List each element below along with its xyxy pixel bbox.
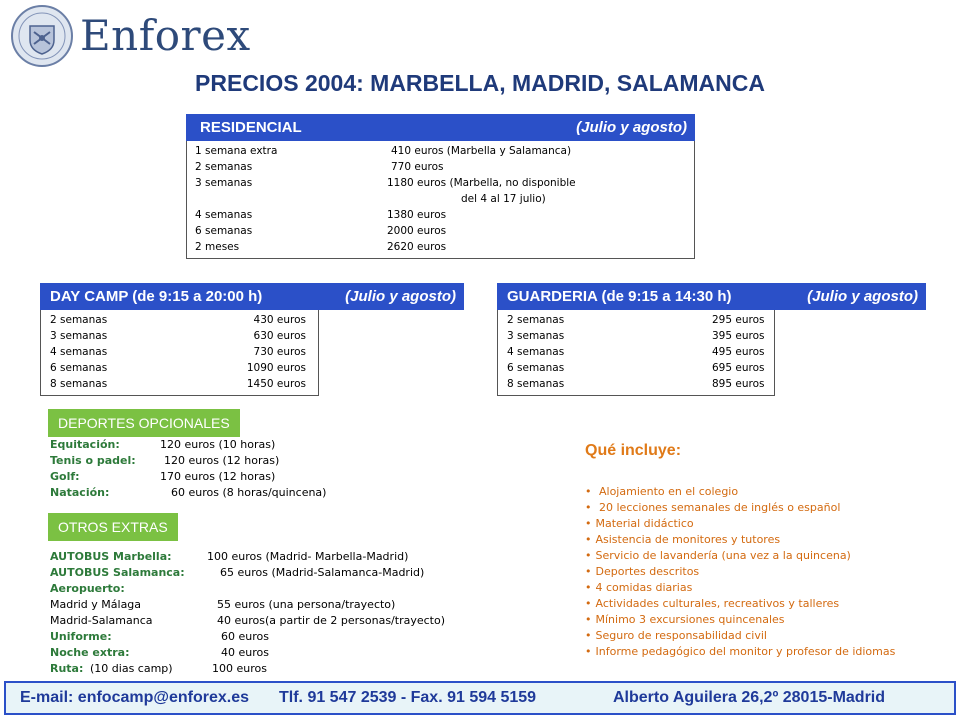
item-price: 120 euros (12 horas) <box>164 454 280 467</box>
row-price: 695 euros <box>712 362 765 374</box>
item-label: Tenis o padel: <box>50 454 136 467</box>
list-item: • Asistencia de monitores y tutores <box>585 532 895 548</box>
item-price: 100 euros <box>212 662 267 675</box>
list-item: • 4 comidas diarias <box>585 580 895 596</box>
row-label: 3 semanas <box>50 330 108 342</box>
item-label: Aeropuerto: <box>50 582 125 595</box>
row-label: 4 semanas <box>507 346 565 358</box>
table-row <box>195 143 694 159</box>
item-price: 65 euros (Madrid-Salamanca-Madrid) <box>220 566 425 579</box>
list-item <box>50 453 370 469</box>
enforex-logo-seal <box>10 4 74 68</box>
list-item <box>50 629 490 645</box>
list-item <box>50 469 370 485</box>
residencial-period: (Julio y agosto) <box>576 119 687 136</box>
table-row <box>50 360 318 376</box>
residencial-price-table <box>186 141 695 259</box>
daycamp-title: DAY CAMP (de 9:15 a 20:00 h) <box>50 288 263 305</box>
row-label: 2 semanas <box>50 314 108 326</box>
list-item <box>50 645 490 661</box>
row-price: 1090 euros <box>246 362 306 374</box>
table-row <box>507 360 774 376</box>
includes-list <box>585 484 895 660</box>
list-item: • Servicio de lavandería (una vez a la quincena) <box>585 548 895 564</box>
list-item <box>50 613 490 629</box>
list-item <box>50 565 490 581</box>
list-item: • Deportes descritos <box>585 564 895 580</box>
deportes-list <box>50 437 370 501</box>
item-label: Equitación: <box>50 438 120 451</box>
item-label: AUTOBUS Marbella: <box>50 550 172 563</box>
row-label: 4 semanas <box>50 346 108 358</box>
row-price: 1450 euros <box>246 378 306 390</box>
row-price: 1380 euros <box>387 209 447 221</box>
row-label: 3 semanas <box>507 330 565 342</box>
row-label: 6 semanas <box>195 225 253 237</box>
row-label: 6 semanas <box>507 362 565 374</box>
daycamp-header <box>40 283 464 310</box>
footer-address: Alberto Aguilera 26,2º 28015-Madrid <box>613 689 886 706</box>
deportes-tab: DEPORTES OPCIONALES <box>48 409 240 437</box>
row-price: 495 euros <box>712 346 765 358</box>
contact-footer <box>4 681 956 715</box>
table-row <box>507 328 774 344</box>
row-price: 295 euros <box>712 314 765 326</box>
footer-email[interactable]: E-mail: enfocamp@enforex.es <box>20 689 249 706</box>
footer-phone-fax: Tlf. 91 547 2539 - Fax. 91 594 5159 <box>279 689 537 706</box>
table-row <box>50 328 318 344</box>
item-label: Madrid-Salamanca <box>50 614 153 627</box>
list-item: • Alojamiento en el colegio <box>585 484 895 500</box>
item-price: 170 euros (12 horas) <box>160 470 276 483</box>
includes-title: Qué incluye: <box>585 442 682 459</box>
guarderia-header <box>497 283 926 310</box>
table-row <box>50 376 318 392</box>
list-item <box>50 549 490 565</box>
list-item: • Mínimo 3 excursiones quincenales <box>585 612 895 628</box>
item-label: AUTOBUS Salamanca: <box>50 566 185 579</box>
row-price: 2620 euros <box>387 241 447 253</box>
table-row <box>195 239 694 255</box>
item-price: 120 euros (10 horas) <box>160 438 276 451</box>
row-label: 2 semanas <box>507 314 565 326</box>
table-row <box>507 344 774 360</box>
item-price: 40 euros(a partir de 2 personas/trayecto) <box>217 614 445 627</box>
item-label: Noche extra: <box>50 646 130 659</box>
row-label: 8 semanas <box>507 378 565 390</box>
table-row <box>507 312 774 328</box>
table-row <box>195 223 694 239</box>
row-price: 730 euros <box>253 346 306 358</box>
brand-name: Enforex <box>80 11 251 60</box>
list-item: • 20 lecciones semanales de inglés o español <box>585 500 895 516</box>
residencial-header <box>186 114 695 141</box>
guarderia-period: (Julio y agosto) <box>807 288 918 305</box>
row-label: 2 semanas <box>195 161 253 173</box>
table-row <box>195 191 694 207</box>
item-price: 60 euros (8 horas/quincena) <box>171 486 327 499</box>
table-row <box>195 159 694 175</box>
row-label: 4 semanas <box>195 209 253 221</box>
row-price: del 4 al 17 julio) <box>461 193 546 205</box>
row-label: 2 meses <box>195 241 240 253</box>
list-item: • Actividades culturales, recreativos y talleres <box>585 596 895 612</box>
extras-list <box>50 549 490 677</box>
list-item <box>50 581 490 597</box>
daycamp-price-table <box>40 310 319 396</box>
list-item <box>50 597 490 613</box>
row-price: 1180 euros (Marbella, no disponible <box>387 177 576 189</box>
item-price: 55 euros (una persona/trayecto) <box>217 598 396 611</box>
page-title: PRECIOS 2004: MARBELLA, MADRID, SALAMANCA <box>195 70 765 96</box>
item-label-suffix: (10 dias camp) <box>90 662 173 675</box>
item-label: Madrid y Málaga <box>50 598 142 611</box>
row-price: 630 euros <box>253 330 306 342</box>
list-item: • Informe pedagógico del monitor y profesor de idiomas <box>585 644 895 660</box>
table-row <box>50 312 318 328</box>
row-price: 395 euros <box>712 330 765 342</box>
item-label: Uniforme: <box>50 630 112 643</box>
item-price: 40 euros <box>221 646 269 659</box>
row-label: 1 semana extra <box>195 145 278 157</box>
daycamp-period: (Julio y agosto) <box>345 288 456 305</box>
row-price: 410 euros (Marbella y Salamanca) <box>391 145 572 157</box>
list-item <box>50 485 370 501</box>
guarderia-price-table <box>497 310 775 396</box>
row-price: 430 euros <box>253 314 306 326</box>
row-label: 3 semanas <box>195 177 253 189</box>
list-item <box>50 437 370 453</box>
row-price: 770 euros <box>391 161 444 173</box>
row-price: 895 euros <box>712 378 765 390</box>
residencial-title: RESIDENCIAL <box>200 119 302 136</box>
item-price: 60 euros <box>221 630 269 643</box>
list-item: • Seguro de responsabilidad civil <box>585 628 895 644</box>
guarderia-title: GUARDERIA (de 9:15 a 14:30 h) <box>507 288 732 305</box>
list-item <box>50 661 490 677</box>
table-row <box>195 207 694 223</box>
list-item: • Material didáctico <box>585 516 895 532</box>
item-label: Golf: <box>50 470 80 483</box>
row-label: 6 semanas <box>50 362 108 374</box>
table-row <box>50 344 318 360</box>
extras-tab: OTROS EXTRAS <box>48 513 178 541</box>
table-row <box>507 376 774 392</box>
row-price: 2000 euros <box>387 225 447 237</box>
table-row <box>195 175 694 191</box>
row-label: 8 semanas <box>50 378 108 390</box>
item-label: Ruta: <box>50 662 84 675</box>
item-price: 100 euros (Madrid- Marbella-Madrid) <box>207 550 409 563</box>
item-label: Natación: <box>50 486 110 499</box>
